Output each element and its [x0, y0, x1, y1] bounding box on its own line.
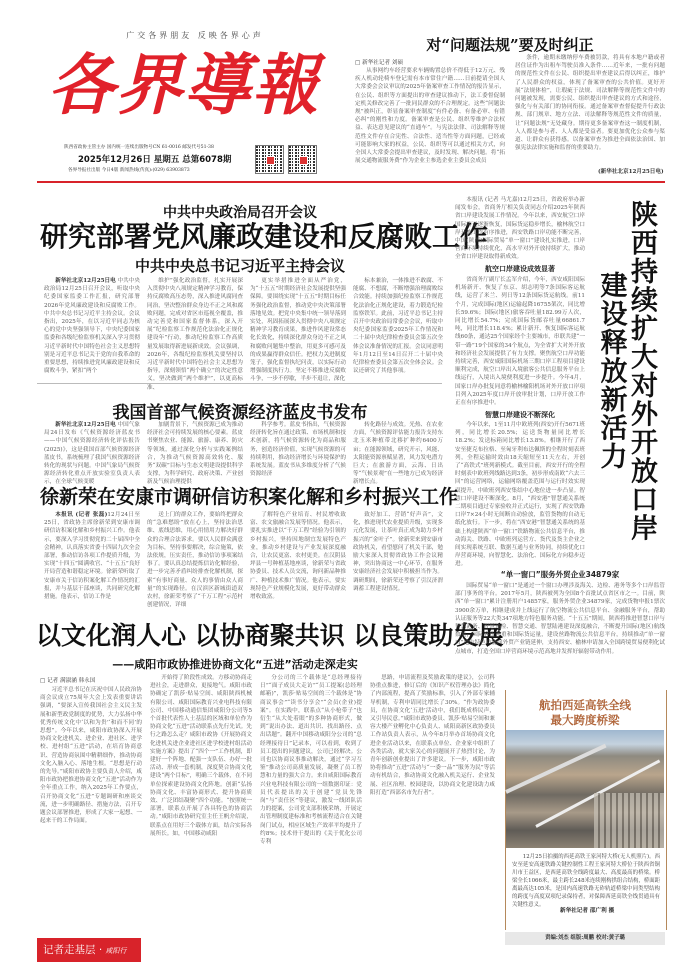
photo-caption: 12月25日拍摄的西延高铁王家河特大桥(无人机照片)。西安至延安高速铁路关键控制性工程王家河特大桥位于陕西省铜川市王益区，是西延高铁全线跨度最大、高度最高的桥梁。桥梁全长1066米，最主跨长248米连续刚构拱组合结构，桥面距离最高达105米，是国内高速铁路无砟轨道桥梁中同类型结构的跨度与高度双项纪录保持者，对保障西延高铁全线贯通具有关键性意义。: [512, 854, 660, 908]
newspaper-logo: 各界導報: [48, 46, 320, 124]
section-divider: [37, 383, 442, 384]
xu-column-1: 本报讯 (记者 张磊)12月24日至25日，省政协主席徐新荣到安康市调研信访积案化解和乡村振兴工作。他表示，要深入学习贯彻党的二十届四中全会精神，认真落实省委十四届九次全会部署，推动信访各项工作提质升级，为实现“十四五”圆满收官、“十五五”良好开局营造和谐稳定环境。徐新荣听取了安康市关于信访积案化解工作情况的汇报，并与基层干部座谈，共同研究化解措施。他表示，信访工作是: [44, 512, 140, 601]
contact-line: 各界导报社出版 今日4版 新闻热线(传真):(029) 63903873: [68, 168, 190, 173]
publisher-line: 陕西省政协主管主办 国内统一连续出版物号CN 61-0016 邮发代号51-38: [64, 145, 214, 150]
top-article-column-1: 从事网约车经营要求车辆购置总价不得低于12万元、残疾人机动轮椅车登记需有本市常住户籍……日前提请全国人大常委会会议审议的2025年备案审查工作情况的报告显示，在公民、组织等方面提出的审查建议推动下，法工委督促制定机关修改完善了一批同民群众的不合理规定。这些“问题法规”被纠正，彰显备案审查制度“有件必备、有备必审、有错必纠”的刚性和力度。备案审查是公民、组织等维护合法权益、表达意见建议的“直通车”。与宪法法律、司法解释等规范性文件存在合宪性、合法性、适当性等方面问题，已经或可能影响大家的权益，公民、组织等可以通过相关方式，向全国人大常委会提出审查建议，及时发现、解决问题。将“拓展交通物流服务费”作为企业主参选企业主委员会成员: [355, 68, 505, 165]
lead-column-3: 更实举措推进全面从严治党，为“十五五”时期经济社会发展提供坚强保障。要围绕实现“十五五”时期目标任务强化政治监督，推动党中央决策部署落地见效。把党中央集中统一领导落到实处，巩固拓展深入贯彻中央八项规定精神学习教育成果，推进作风建设常态化长效化，持续深化群众身边不正之风和腐败问题集中整治，用更多可感可及的成果赢得群众信任。把权力关进制度笼子，强化监督执纪问责，以实际行动增强制度执行力。坚定不移推进反腐败斗争，一步不停歇，半步不退让，深化: [250, 278, 346, 383]
side-section-2-body: 今年以来，1至11月中欧班列(西安)开行5671班列，同比增长20.5%；运送货物量同比增长18.2%；发送标箱同比增长13.8%。相继开行了西安至捷克布拉格、至匈牙利布达佩斯的全程时刻表班列，全程运输时效由18天缩短至11天左右，开创了“高铁式”班列新模式。截至目前，西安开行的全程时刻表中欧班列线路达到3条，初步形成南欧“六去三回”的运营网络，运输网络覆盖范围与运行时效实现双提升，中欧班列西安集结中心地位进一步凸显。智慧口岸建设不断深化。8月，“西安港”智慧通关系统二期项目通过专家验收并正式运行，实现了西安铁路口岸7×24小时无间断自动验放，监管货物的自动无纸化放行。下一步，将在“西安港”智慧通关系统的基础上构建陕西“单一窗口”铁路物流公共信息平台，推动海关、铁路、中欧班列运营方、货代及货主企业之间实现系统互联、数据互通与业务协同，持续优化口岸营商环境，向智慧化、法治化、国际化方向稳步迈进。: [455, 422, 585, 568]
side-section-1-title: 航空口岸建设成效显著: [485, 265, 555, 273]
masthead-divider: [37, 181, 665, 183]
climate-column-3: 科学参考。蓝皮书指出，气候资源经济转化旨在通过政策、市场机制和技术创新，将气候资源转化为商品和服务，创造经济价值，实现气候资源的可持续利用，推动经济增长与环境保护的系统发展。蓝皮书从多维度分析了气候资源经济: [250, 422, 346, 478]
qr-code-icon[interactable]: [288, 145, 317, 174]
reporter-column-badge: 记者走基层 · 咸阳行: [37, 938, 141, 962]
culture-column-3: 分公司的三个载体是“总经理接待日”“面子成员大走访”“员工提案(总经理邮箱)”，凯莎·贴易空间的三个载体是“协商议事会”“读书分享会”“会员(企业)提案”。在实践中，联系点“从小枪带子”也衍生“从大处着眼”的多种协商形式，做到“说出办法、道出共识、找出路径、点出话题”。翻开中国移动咸阳分公司的“总经理接待日”记录本，可以看到，收到了员工提出的问题建议，公司已经解决。公司也以协商议事推动解决，通过“学习互鉴”推动公司高质量发展，凝聚了员工智慧和力量的强大合力。来自咸阳国际教育兴业电科技有限公司的一组数据印证：党员代表提出的关于创建“党员先锋岗”与“责任区”等建议，激发一线团队活力的提案，公司党支部积极采纳，开展定出管理制度建标准和考核流程适合在关键岗门试点，相应区域生产效率平均提升了约8%；技术骨干提出的《关于优化公司专利: [260, 675, 362, 846]
lead-column-1: 新华社北京12月25日电 中共中央政治局12月25日召开会议，听取中央纪委国家监委工作汇报，研究部署2026年党风廉政建设和反腐败工作。中共中央总书记习近平主持会议。会议指出，2025年，在以习近平同志为核心的党中央坚强领导下，中央纪委国家监委和各级纪检监察机关深入学习贯彻习近平新时代中国特色社会主义思想特别是习近平总书记关于党的自我革命的重要思想，持续推进党风廉政建设和反腐败斗争，紧扣“两个: [44, 278, 140, 375]
issue-date: 2025年12月26日 星期五 总第6078期: [78, 155, 232, 165]
top-article-byline: □ 新华社记者 刘硕: [355, 60, 403, 66]
side-section-2-title: 智慧口岸建设不断深化: [485, 411, 555, 419]
top-article-column-2: 条件，逾期未缴纳停车费被罚款，将具有本地户籍或者居住证作为出租车驾驶员准入条件……近年来，一批有问题的规范性文件在公民、组织提出审查建议后得以纠正，维护了人民群众的权益，体现了备案审查的公共价值。更好开展“法规体检”，让瑕疵于法规、司法解释等规范性文件中的问题被发现，需要公民、组织提出审查建议的方式和途径，强化与有关部门的协同衔接。通过备案审查督促提升行政法规、部门规章、地方立法、司法解释等规范性文件的质量，让“问题法规”无处藏身。期待更多备案审查这一制度机制，人人都是参与者、人人都是受益者。要更加优化公众参与渠道、让群众有获得感。以备案审查为推进全面依法治国、加强宪法法律实施和监督的重要助力。: [515, 55, 665, 152]
lead-column-2: 维护”强化政治监督，扎实开展深入贯彻中央八项规定精神学习教育，保持反腐败高压态势，深入推进风腐同查同治，坚决整治群众身边不正之风和腐败问题，完成对省区市巡视全覆盖，推动完善党和国家监督体系，深入开展“纪检监察工作规范化法治化正规化建设年”行动，推动纪检监察工作高质量发展取得新进展新成效。会议强调，2026年，各级纪检监察机关要坚持以习近平新时代中国特色社会主义思想为指导，深刻领悟“两个确立”的决定性意义，坚决做到“两个维护”，以更高标准、: [147, 278, 243, 391]
culture-headline: 以文化润人心 以协商聚共识 以良策助发展: [36, 621, 504, 650]
xu-headline: 徐新荣在安康市调研信访积案化解和乡村振兴工作: [40, 486, 459, 508]
culture-subheadline: ——咸阳市政协推进协商文化“五进”活动走深走实: [112, 658, 358, 671]
lead-dateline: 新华社北京12月25日电: [55, 278, 116, 284]
xu-column-2: 送上门的群众工作，要始终把群众的“急难愁盼”放在心上，坚持法治思维、底线思维，用心用情用力解决好群众的合理合法诉求。要以人民群众满意为目标，坚持事要解决，综合施策，依法依规，压实责任，推动信访事项案结事了。要认真总结提炼信访化解经验，进一步完善矛盾纠纷排查化解机制，探索“有事好商量、众人的事情由众人商量”的实现路径。在汉滨区新城街道双农村，徐新荣考察了“千万工程”示范村创建情况，详细: [147, 512, 243, 609]
side-section-3-body: 国际贸易“单一窗口”是通过一个窗口办理涉及海关、边检、港务等多个口岸监管部门事务的平台。2017年5月，陕西被列为全国8个首批试点省区市之一。目前，陕西“单一窗口”累计注册用户14857家，服务外贸企业34879家，完成货物申报1票次3900余万单，相继建成并上线运行了航空物流公共信息平台、金融服务平台，帮助认证服务等22大类347项地方特色服务功能。“十五五”期间，陕西将推进智慧口岸与智慧港务、智慧边检、智慧交通、智慧陆港建设深度融合，不断提升国际(地区)航线数量，国际客货并重和国际货运量，建设丝路物流公共信息平台，持续推动“单一窗口”地方特色功能向外贸产业链延伸，支持西安、榆林申请加入全国跨境贸易便利化试点城市，打造全国口岸营商环境示范高地并发挥好辐射带动作用。: [455, 583, 665, 655]
lead-column-4: 标本兼治，一体推进不敢腐、不能腐、不想腐，不断增强治理腐败综合效能。持续加强纪检监察工作规范化法治化正规化建设，着力锻造纪检监察铁军。此前，习近平总书记主持召开中央政治局常委会会议，听取中央纪委国家监委2025年工作情况和二十届中央纪律检查委员会第五次全体会议准备情况的汇报。会议同意明年1月12日至14日召开二十届中央纪律检查委员会第五次全体会议。会议还研究了其他事项。: [353, 278, 443, 375]
xu-column-3: 了解特色产业培育、村民增收致富、农文旅融合发展等情况。他表示，要扎实推进以“千万工程”经验为引领的乡村振兴，坚持因地制宜发展特色产业，推动乡村建设与产业发展深度融合，让农民更富、农村更美。在汉阴县坪县一号种植基地座谈，徐新荣与省政协委员、技术人员交流，询问新品种推广、种植技术推广情况。他表示，要实现特色产业规模化发展，更好带动群众增收致富。: [250, 512, 346, 601]
culture-byline: □ 记者 满淑涵 韩永国: [40, 678, 96, 684]
climate-column-2: 加剧背景下，气候资源已成为推动经济社会可持续发展的核心要素。蓝皮书聚焦农业、能源、旅游、康养、防灾等领域，通过深化分析与实践案例结合，为推动气候资源高效转化、服务“双碳”目标与生态文明建设提供科学支撑，为科学研究、政府决策、产业创新及气候治理提供: [147, 422, 243, 486]
photo-credit: 新华社记者 邵广利 摄: [560, 908, 615, 914]
lead-kicker: 中共中央政治局召开会议: [163, 205, 317, 221]
culture-column-2: 开始得了阶段性成效。方移动协商走进社会，走进群众，更接地气。咸阳市政协确定了凯莎·贴易空间、咸阳陕西机械有限公司、咸阳国际教育兴业电科技有限公司、中国移动通信集团咸阳分公司等5个首批代表性人士基层的区域和单位作为协商文化“五进”活动联系点先行先试。先行之路怎么走？咸阳市政协《开展协商文化进机关进企业进社区进学校进村组活动实施方案》提出了“四个一”工作机制，即建好一个阵地、配强一支队伍、办好一批活动、形成一套机制，深度契合协商文化建设“两个目标”，明确三个载体，在不同单位探索建设协商文化阵地。创新“弘扬协商文化、丰富协商形式、提升协商质效、广泛团结凝聚”四个功能。“按照统一部署，联系点开展了各具特色的协商活动。”咸阳市政协研究室主任王帆介绍说，联系点在用好三个载体方面，结合实际各展所长。如，中国移动咸阳: [150, 675, 252, 837]
bridge-aerial-photo[interactable]: [506, 730, 664, 848]
side-section-3-title: “单一窗口”服务外贸企业34879家: [500, 570, 620, 579]
culture-column-1: 习近平总书记在庆祝中国人民政治协商会议成立75周年大会上发表重要讲话强调，“要深入宣传我国社会主义民主发展和新型政党制度的优势，大力弘扬中华优秀传统文化中‘以和为贵’‘和而不同’的思想”。今年以来，咸阳市政协深入开展协商文化进机关、进企业、进社区、进学校、进村组“五进”活动，在培育协商意识、营造协商氛围中精耕细作，推动协商文化入脑入心、落地生根。“思想是行动的先导。”咸阳市政协主要负责人介绍，咸阳市政协把推进协商文化“五进”活动作为全年重点工作，纳入2025年工作要点，召开协商文化“五进”专题调研和座谈交流，进一步明确路径、措施方法，召开专题会议部署推进，形成了大家一起想、一起来干的工作局面。: [40, 687, 142, 825]
lead-subheadline: 中共中央总书记习近平主持会议: [134, 257, 345, 275]
xu-column-4: 致好加工、营销“好声音”，文化，推进现代农业提质升级，实现多元化发展，让茶叶真正成为助力乡村振兴的“金叶子”。徐新荣来到安康市政协机关，看望慰问了机关干部，勉励大家深入贯彻省政协工作会议精神，突出协商这一中心环节，在服务安康经济社会发展中积极担当作为。调研期间，徐新荣还考察了引汉济渭调蓄工程建设情况。: [353, 512, 443, 592]
qr-code-icon[interactable]: [255, 145, 284, 174]
vertical-headline: 陕西持续扩大对外开放口岸建设释放新活力: [595, 200, 657, 542]
masthead-slogan: 广交各界朋友 反映各界心声: [126, 31, 264, 40]
side-article-intro: 本报讯 (记者 马尤嘉)12月25日，省政府举办新闻发布会，省商务厅相关负责同志介绍2025年陕西省口岸建设发展工作情况。今年以来，西安航空口岸国际客运逐渐恢复，国际货运稳步增长，榆林航空口岸开放工作有序推进，西安铁路口岸功能不断完善，中国(陕西)国际贸易“单一窗口”建设扎实推进，口岸营商环境持续优化，高水平对外开放持续扩大，推动全省口岸建设取得新成效。: [455, 197, 585, 261]
photo-feature-title: 航拍西延高铁全线 最大跨度桥梁: [539, 698, 631, 727]
climate-headline: 我国首部气候资源经济蓝皮书发布: [112, 403, 368, 423]
culture-column-4: 思路，申请流程及奖励政策的建议》，公司科协重点推进，修订后的《知识产权管理办法》简化了内部流程，提高了奖励标准，引入了外部专家辅导机制，专利申请同比增长了30%。“作为政协委员，在协商文化‘五进’活动中，我们既成桥民声，又引导民意。”咸阳市政协委员、凯莎·贴易空间和兼容大楼产业孵化中心负责人、咸阳高新区政协委员工作站负责人表示，从今年8月举办首场协商文化进企业活动以来，在联系点单位、企业家中组织了各类活动，就大家关心的问题展开了热烈讨论，为青年创新创业提出了许多建议。下一步，咸阳市政协将推动“五进”活动与“一委一品”“服务为民”等活动有机结合，推动协商文化融入机关运行、企业发展、社区治理、校园建设，以协商文化建设助力咸阳打造“西部名市先行者”。: [370, 675, 495, 796]
top-article-dateline: (新华社北京12月25日电): [598, 169, 664, 175]
top-article-headline: 对“问题法规”要及时纠正: [426, 36, 594, 54]
climate-column-4: 转化路径与成效。光热、在农业方面，气候资源评估能力报告支持东北玉米种植带北移扩种约6400万亩；在能源领域，研究开示，风能、太阳能资源禀赋显著，风力发电潜力巨大；在旅游方面，云海、日出等“气候景观”在一些地方已成为经济新增长点。: [353, 422, 443, 486]
side-section-1-body: 省商务厅副厅长孟军介绍，今年，西安咸阳国际机场新开、恢复了东京、胡志明等7条国际客运航线，运营了米兰、列日等12条国际货运航线。前11个月，完成国际(地区)运输起降16755架次，同比增长59.6%；国际(地区)旅客吞吐量182.99万人次，同比增长54.7%；完成国际货邮吞吐量66861.7吨，同比增长118.4%；累计新开、恢复国际客运航线60条，通达25个国家经个主要城市，串联共建“一带一路”19个国家的34个航点，为全省扩大对外开放和经济社会发展提供了有力支撑。聚焦航空口岸功能持续完善，西安咸阳国际机场三期口岸工程项目建设顺利完成，航空口岸出入境旅客公共信息服务平台上线运行，入境出入境便利度进一步提升。今年4月，国家口岸办批复同意将榆林榆阳机场对外开放口岸项目列入2025年度口岸开放审批计划，口岸开放工作正在有序推进中。: [455, 277, 585, 407]
editor-credits: 责编:刘杰 组版:周鹏 校对:黄子璐: [505, 932, 665, 945]
climate-column-1: 新华社北京12月25日电 中国气象局24日发布《气候资源经济蓝皮书——中国气候资源经济转化评估报告(2025)》，这是我国首部气候资源经济蓝皮书，系统梳理了我国气候资源经济转化的现状与问题。中国气象局气候资源经济转化重点开放实验室负责人表示，在全球气候变暖: [44, 422, 140, 486]
lead-headline: 研究部署党风廉政建设和反腐败工作: [40, 220, 489, 253]
